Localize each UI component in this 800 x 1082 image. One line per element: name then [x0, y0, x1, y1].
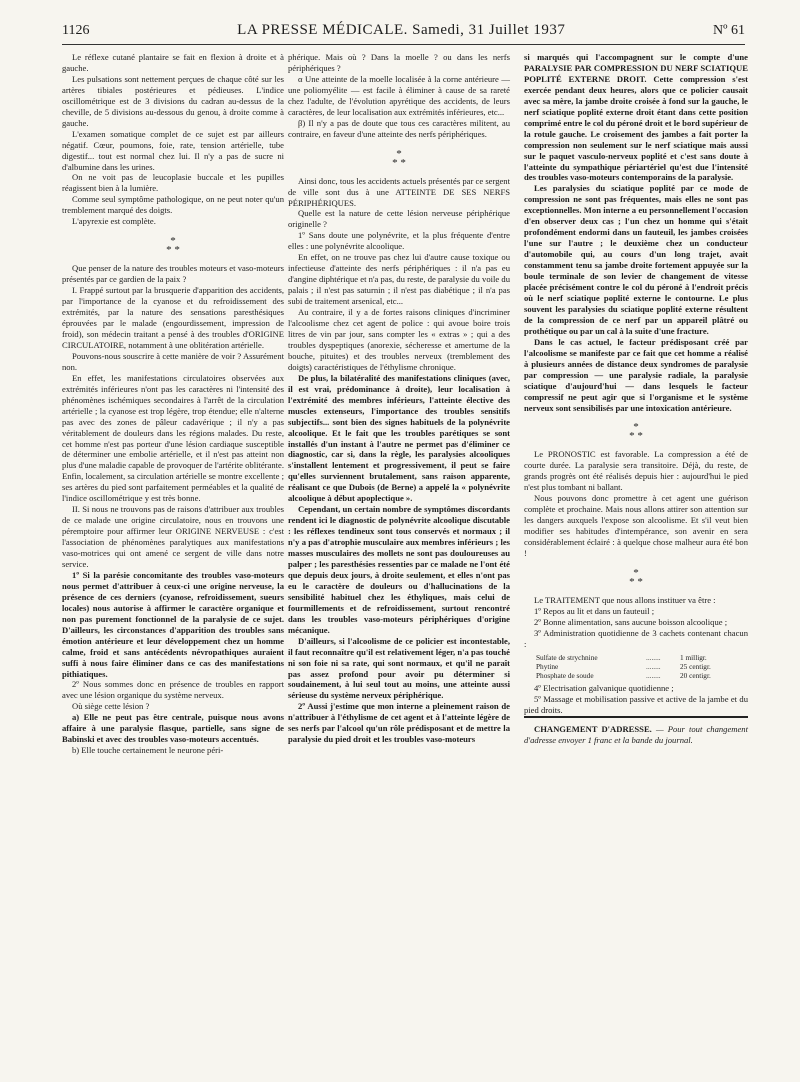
paragraph: L'apyrexie est complète. — [72, 216, 156, 227]
paragraph: I. Frappé surtout par la brusquerie d'apparition des accidents, par l'importance de la cyanose et du refroidissement des extrémités, par la nature des sensations paresthésiques éprouvées par le malade (engourdissement, impression de froid), son médecin traitant a pensé à des troubles d'ORIGINE CIRCULATOIRE, notamment à une oblitération artérielle. — [62, 285, 284, 350]
notice-heading: CHANGEMENT D'ADRESSE. — [534, 724, 652, 735]
formula-row: Phosphate de soude ........ 20 centigr. — [536, 671, 711, 681]
formula-row: Phytine ........ 25 centigr. — [536, 661, 711, 671]
paragraph: On ne voit pas de leucoplasie buccale et les pupilles réagissent bien à la lumière. — [62, 172, 284, 194]
paragraph: De plus, la bilatéralité des manifestations cliniques (avec, il est vrai, prédominance à droite), leur localisation à l'extrémité des membres inférieurs, l'atteinte élective des muscles extenseurs, l'importance des troubles sensitifs subjectifs... sont bien des signes habituels de la polynévrite alcoolique. Et le fait que les troubles parétiques se sont installés d'un instant à l'autre ne permet pas d'éliminer ce diagnostic, car si, dans la règle, les paralysies alcooliques s'installent lentement et progressivement, il peut se faire qu'elles surviennent brutalement, sans raison apparente, réalisant ce que Dubois (de Berne) a appelé la « polynévrite alcoolique à début apoplectique ». — [288, 372, 510, 504]
column-1 — [62, 52, 284, 756]
treatment-item: 4º Electrisation galvanique quotidienne ; — [534, 683, 674, 694]
paragraph: Les paralysies du sciatique poplité par ce mode de compression ne sont pas fréquentes, mais elles ne sont pas exceptionnelles. Mon interne a eu personnellement l'occasion d'en observer deux cas ; l'un chez un homme qui s'était profondément endormi dans un fauteuil, les jambes croisées l'une sur l'autre ; le deuxième chez un conducteur d'automobile qui, au cours d'un long trajet, avait constamment tenu sa jambe droite fortement appuyée sur la boule terminale de son levier de changement de vitesse placée précisément contre le col du péroné à l'endroit précis où le nerf sciatique poplité externe le contourne. Le plus souvent les paralysies du sciatique poplité externe résultent de la compression de ce nerf par un appareil plâtré ou prothétique ou par un cal à la suite d'une fracture. — [524, 183, 748, 336]
column-2 — [288, 52, 510, 745]
paragraph: 2º Aussi j'estime que mon interne a pleinement raison de n'attribuer à l'éthylisme de cet agent et à l'atteinte légère de ses nerfs par l'alcool qu'un rôle prédisposant et de mettre la paralysie du pied droit et les troubles vaso-moteurs — [288, 701, 510, 745]
paragraph: Nous pouvons donc promettre à cet agent une guérison complète et prochaine. Mais nous allons attirer son attention sur les dangers auxquels l'expose son alcoolisme. Et s'il veut bien modifier ses habitudes d'intempérance, son avenir en sera considérablement éclairé : à quelque chose malheur aura été bon ! — [524, 493, 748, 559]
paragraph: a) Elle ne peut pas être centrale, puisque nous avons affaire à une paralysie flasque, partielle, sans signe de Babinski et avec des troubles vaso-moteurs accentués. — [62, 712, 284, 745]
paragraph: β) Il n'y a pas de doute que tous ces caractères militent, au contraire, en faveur d'une atteinte des nerfs périphériques. — [288, 117, 510, 139]
paragraph: Que penser de la nature des troubles moteurs et vaso-moteurs présentés par ce gardien de la paix ? — [62, 263, 284, 285]
notice-body: — Pour tout changement d'adresse envoyer 1 franc et la bande du journal. — [524, 724, 748, 746]
address-change-notice — [524, 716, 748, 746]
paragraph: Pouvons-nous souscrire à cette manière de voir ? Assurément non. — [62, 350, 284, 372]
treatment-item: 1º Repos au lit et dans un fauteuil ; — [534, 605, 655, 616]
paragraph: Les pulsations sont nettement perçues de chaque côté sur les artères tibiales postérieures et pédieuses. L'indice oscillométrique est de 3 divisions du cadran au-dessus de la cheville, de 5 divisions au-dessous du genou, à droite comme à gauche. — [62, 73, 284, 128]
paragraph: Cependant, un certain nombre de symptômes discordants rendent ici le diagnostic de polynévrite alcoolique discutable : les réflexes tendineux sont tous conservés et normaux ; il n'y a pas d'atrophie musculaire aux membres inférieurs ; les masses musculaires des mollets ne sont pas douloureuses au palper ; les paresthésies ressenties par ce malade ne l'ont été que depuis deux jours, à droite seulement, et elles n'ont pas eu le caractère de douleurs ou d'hallucinations de la sensibilité habituel chez les éthyliques, mais celui de fourmillements et de refroidissement, surtout rencontré dans les troubles vaso-moteurs périphériques d'origine mécanique. — [288, 504, 510, 635]
paragraph: Comme seul symptôme pathologique, on ne peut noter qu'un tremblement marqué des doigts. — [62, 194, 284, 216]
prescription-formula — [536, 653, 748, 681]
paragraph: b) Elle touche certainement le neurone péri- — [72, 745, 224, 756]
treatment-item: 2º Bonne alimentation, sans aucune boisson alcoolique ; — [534, 616, 728, 627]
paragraph: 1º Si la parésie concomitante des troubles vaso-moteurs nous permet d'attribuer à ceux-ci une origine nerveuse, la présence de ces derniers (cyanose, refroidissement, sueurs locales) nous autorise à affirmer le caractère organique et non pas purement fonctionnel de la paralysie de ce sujet. D'ailleurs, les circonstances d'apparition des troubles sans émotion antérieure et leur développement chez un homme calme, froid et sans antécédents névropathiques auraient suffi à nous faire éliminer dans ce cas des manifestations pithiatiques. — [62, 569, 284, 679]
paragraph: L'examen somatique complet de ce sujet est par ailleurs négatif. Cœur, poumons, foie, rate, tension artérielle, tube digestif... tout est normal chez lui. Il n'y a pas de sucre ni d'albumine dans les urines. — [62, 128, 284, 172]
paragraph: En effet, les manifestations circulatoires observées aux extrémités inférieures n'ont pas les caractères ni l'intensité des phénomènes ischémiques secondaires à l'arrêt de la circulation artérielle ; la cyanose est trop légère, trop étendue; elle n'alterne pas avec des zones de pâleur cadavérique ; il n'y a pas véritablement de douleurs dans les régions malades. Du reste, cet homme n'est pas porteur d'une lésion cardiaque susceptible de déterminer une embolie artérielle, et il n'est pas atteint non plus d'une maladie capable de provoquer de l'artérite oblitérante. Enfin, localement, sa circulation artérielle se montre excellente ; ses artères du pied sont parfaitement perméables et la qualité de l'indice oscillométrique y est très bonne. — [62, 372, 284, 504]
paragraph: Le PRONOSTIC est favorable. La compression a été de courte durée. La paralysie sera transitoire. Déjà, du reste, de grands progrès ont été réalisés depuis hier : aujourd'hui le pied n'est plus tombant ni ballant. — [524, 449, 748, 493]
paragraph: Quelle est la nature de cette lésion nerveuse périphérique originelle ? — [288, 208, 510, 230]
formula-row: Sulfate de strychnine ........ 1 milligr. — [536, 652, 707, 662]
paragraph: α Une atteinte de la moelle localisée à la corne antérieure — une poliomyélite — est facile à éliminer à cause de sa rareté chez l'adulte, de l'évolution apyrétique des accidents, de leurs caractères, de leur localisation aux extrémités inférieures, etc... — [288, 73, 510, 117]
section-divider: * * * — [629, 566, 643, 588]
section-divider: * * * — [166, 235, 180, 257]
paragraph: Dans le cas actuel, le facteur prédisposant créé par l'alcoolisme se manifeste par ce fait que cet homme a réalisé à plusieurs années de distance deux syndromes de paralysie par compression — une paralysie radiale, la paralysie sciatique d'aujourd'hui — dans lesquels le facteur compressif ne peut agir que si l'organisme et le système nerveux sont sensibilisés par une intoxication antérieure. — [524, 336, 748, 413]
paragraph: 1º Sans doute une polynévrite, et la plus fréquente d'entre elles : une polynévrite alcoolique. — [288, 230, 510, 252]
journal-title: LA PRESSE MÉDICALE. Samedi, 31 Juillet 1937 — [237, 22, 566, 38]
paragraph: II. Si nous ne trouvons pas de raisons d'attribuer aux troubles de ce malade une origine circulatoire, nous en trouvons une péremptoire pour affirmer leur ORIGINE NERVEUSE : c'est l'association de phénomènes paralytiques aux manifestations vaso-motrices qui ont amené ce sergent de ville dans notre service. — [62, 504, 284, 569]
paragraph: Où siège cette lésion ? — [72, 701, 150, 712]
section-divider: * * * — [629, 421, 643, 443]
treatment-item: 5º Massage et mobilisation passive et active de la jambe et du pied droits. — [524, 694, 748, 716]
page-number: 1126 — [62, 23, 90, 38]
paragraph: Le TRAITEMENT que nous allons instituer va être : — [534, 594, 716, 605]
paragraph: D'ailleurs, si l'alcoolisme de ce policier est incontestable, il faut reconnaître qu'il est relativement léger, n'a pas touché ni son foie ni sa rate, qui sont normaux, et qu'il ne paraît pas assez profond pour avoir pu déterminer si soudainement, à lui seul tout au moins, une atteinte aussi sérieuse du système nerveux périphérique. — [288, 635, 510, 701]
paragraph: Au contraire, il y a de fortes raisons cliniques d'incriminer l'alcoolisme chez cet agent de police : qui avoue boire trois litres de vin par jour, sans compter les « extras » ; qui a des troubles dyspeptiques (anorexie, sécheresse et amertume de la bouche, pituites) et des troubles nerveux (tremblement des doigts) caractéristiques de l'éthylisme chronique. — [288, 307, 510, 372]
paragraph: En effet, on ne trouve pas chez lui d'autre cause toxique ou infectieuse d'atteinte des nerfs périphériques : il n'a pas eu d'angine diphtérique et n'a pas, du reste, de paralysie du voile du palais ; il n'est pas saturnin ; il n'est pas diabétique ; il n'a pas subi de traitement arsenical, etc... — [288, 252, 510, 307]
page-header — [62, 22, 745, 45]
paragraph: Ainsi donc, tous les accidents actuels présentés par ce sergent de ville sont dus à une ATTEINTE DE SES NERFS PÉRIPHÉRIQUES. — [288, 175, 510, 208]
treatment-item: 3º Administration quotidienne de 3 cachets contenant chacun : — [524, 627, 748, 649]
issue-number: Nº 61 — [713, 23, 745, 38]
paragraph: si marqués qui l'accompagnent sur le compte d'une PARALYSIE PAR COMPRESSION DU NERF SCIATIQUE POPLITÉ EXTERNE DROIT. Cette compression s'est exercée pendant deux heures, alors que ce policier causait avec sa mère, la jambe droite croisée à fond sur la gauche, le nerf sciatique poplité externe droit étant dans cette position comprimé entre le col du péroné droit et le bord supérieur de la rotule gauche. Le croisement des jambes a fait porter la compression non seulement sur le nerf sciatique mais aussi sur le paquet vasculo-nerveux poplité et c'est sans doute à l'atteinte du sympathique périartériel qu'est due l'intensité des troubles vaso-moteurs contemporains de la paralysie. — [524, 52, 748, 183]
column-3 — [524, 52, 748, 746]
paragraph: phérique. Mais où ? Dans la moelle ? ou dans les nerfs périphériques ? — [288, 52, 510, 73]
paragraph: Le réflexe cutané plantaire se fait en flexion à droite et à gauche. — [62, 52, 284, 73]
section-divider: * * * — [392, 147, 406, 169]
paragraph: 2º Nous sommes donc en présence de troubles en rapport avec une lésion organique du système nerveux. — [62, 679, 284, 701]
